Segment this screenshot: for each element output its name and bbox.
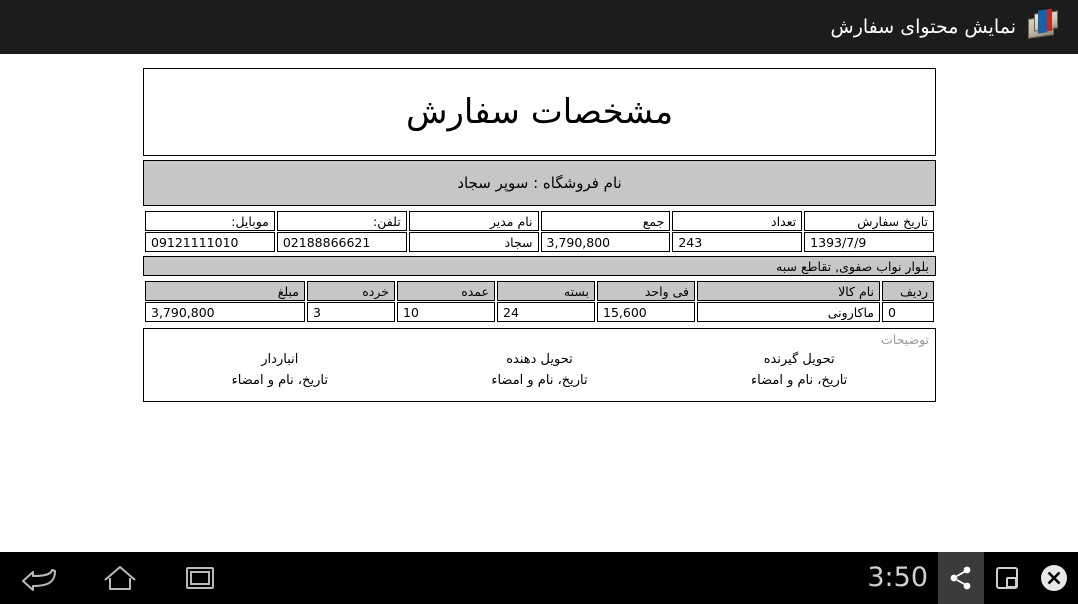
- signature-receiver: [669, 352, 929, 388]
- back-arrow-icon[interactable]: [0, 552, 80, 604]
- order-items-table: [143, 280, 936, 323]
- signature-warehouse-role: انباردار: [261, 352, 299, 367]
- col-header-row-no: ردیف: [882, 281, 934, 301]
- order-document: [143, 68, 936, 402]
- col-header-package: بسته: [497, 281, 595, 301]
- col-header-retail: خرده: [307, 281, 395, 301]
- share-icon[interactable]: [938, 552, 984, 604]
- signature-deliverer: [410, 352, 670, 388]
- store-address-band: بلوار نواب صفوی, تقاطع سبه: [143, 256, 936, 276]
- order-header-table: [143, 210, 936, 253]
- value-order-date: 1393/7/9: [804, 232, 934, 252]
- col-header-unit-price: فی واحد: [597, 281, 695, 301]
- system-navigation-bar: [0, 552, 1078, 604]
- books-icon: [1024, 7, 1064, 47]
- signature-deliverer-sub: تاریخ، نام و امضاء: [491, 373, 588, 388]
- signature-receiver-role: تحویل گیرنده: [763, 352, 835, 367]
- cell-item-name: ماکارونی: [697, 302, 880, 322]
- home-icon[interactable]: [80, 552, 160, 604]
- header-cell-phone: تلفن:: [277, 211, 407, 231]
- signature-row: [150, 352, 929, 388]
- value-mobile: 09121111010: [145, 232, 275, 252]
- table-row-headers: [145, 211, 934, 231]
- table-row-values: [145, 232, 934, 252]
- cell-amount: 3,790,800: [145, 302, 305, 322]
- nav-right-group: [867, 552, 1078, 604]
- table-row: [145, 302, 934, 322]
- col-header-amount: مبلغ: [145, 281, 305, 301]
- header-cell-total: جمع: [541, 211, 671, 231]
- table-row-item-headers: [145, 281, 934, 301]
- col-header-bulk: عمده: [397, 281, 495, 301]
- recent-apps-icon[interactable]: [160, 552, 240, 604]
- screenshot-icon[interactable]: [984, 552, 1030, 604]
- signature-deliverer-role: تحویل دهنده: [506, 352, 573, 367]
- store-name-band: نام فروشگاه : سوپر سجاد: [143, 160, 936, 206]
- document-title-box: [143, 68, 936, 156]
- header-cell-order-date: تاریخ سفارش: [804, 211, 934, 231]
- header-cell-mobile: موبایل:: [145, 211, 275, 231]
- value-count: 243: [672, 232, 802, 252]
- header-cell-manager: نام مدیر: [409, 211, 539, 231]
- content-area: [0, 54, 1078, 552]
- app-title: نمایش محتوای سفارش: [830, 16, 1016, 38]
- col-header-item-name: نام کالا: [697, 281, 880, 301]
- nav-left-group: [0, 552, 240, 604]
- page-title: مشخصات سفارش: [405, 92, 674, 132]
- cell-bulk: 10: [397, 302, 495, 322]
- app-titlebar: [0, 0, 1078, 54]
- header-cell-count: تعداد: [672, 211, 802, 231]
- value-total: 3,790,800: [541, 232, 671, 252]
- cell-unit-price: 15,600: [597, 302, 695, 322]
- value-manager: سجاد: [409, 232, 539, 252]
- cell-retail: 3: [307, 302, 395, 322]
- close-circle-icon[interactable]: [1030, 552, 1078, 604]
- signature-warehouse: [150, 352, 410, 388]
- cell-row-no: 0: [882, 302, 934, 322]
- cell-package: 24: [497, 302, 595, 322]
- signature-receiver-sub: تاریخ، نام و امضاء: [751, 373, 848, 388]
- notes-label: توضیحات: [881, 332, 929, 347]
- signature-warehouse-sub: تاریخ، نام و امضاء: [231, 373, 328, 388]
- value-phone: 02188866621: [277, 232, 407, 252]
- signatures-box: [143, 328, 936, 402]
- status-clock: 3:50: [867, 562, 928, 593]
